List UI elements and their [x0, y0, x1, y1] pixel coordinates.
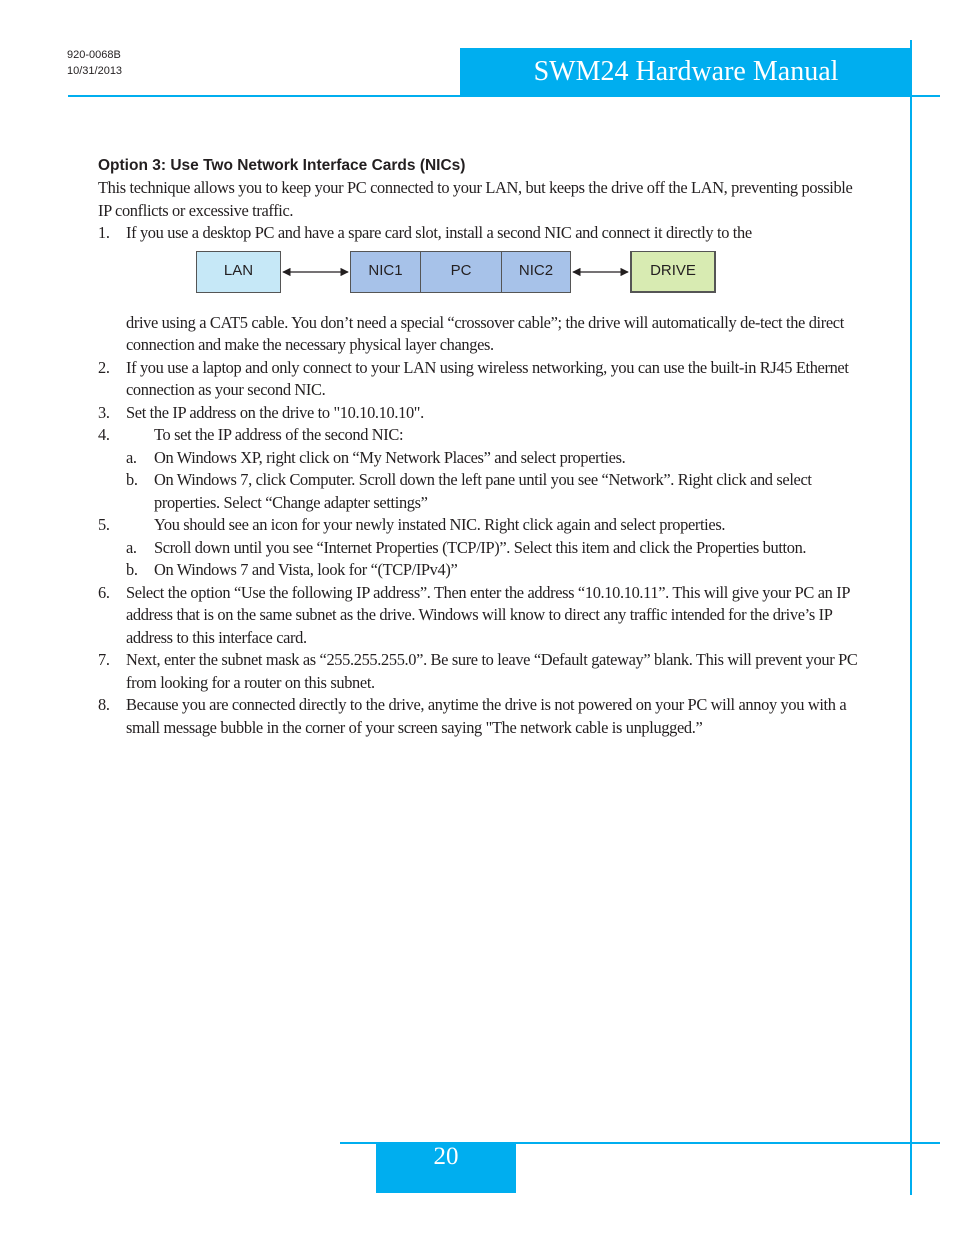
step-text: To set the IP address of the second NIC:	[154, 425, 404, 444]
step-text: Select the option “Use the following IP address”. Then enter the address “10.10.10.11”. This will give your PC an IP address that is on the same subnet as the drive. Windows will know to direct any traffic intended for the drive’s IP address to this interface card.	[126, 582, 850, 647]
step-number: 7.	[98, 650, 110, 669]
drive-box: DRIVE	[630, 251, 716, 293]
step-8	[98, 694, 868, 739]
step-5b	[98, 559, 868, 582]
header-rule	[68, 95, 940, 97]
sub-step-text: On Windows XP, right click on “My Network Places” and select properties.	[154, 447, 626, 467]
sub-step-letter: b.	[126, 560, 138, 579]
step-number: 3.	[98, 402, 110, 422]
sub-step-text: Scroll down until you see “Internet Properties (TCP/IP)”. Select this item and click the Properties button.	[154, 537, 807, 557]
sub-step-text: On Windows 7 and Vista, look for “(TCP/IPv4)”	[154, 560, 458, 579]
lan-box: LAN	[196, 251, 281, 293]
page-number: 20	[376, 1143, 516, 1193]
step-number: 5.	[98, 515, 110, 534]
doc-date: 10/31/2013	[67, 65, 123, 77]
step-number: 1.	[98, 223, 110, 242]
margin-rule	[910, 40, 912, 1195]
step-text: If you use a laptop and only connect to your LAN using wireless networking, you can use the built-in RJ45 Ethernet connection as your second NIC.	[126, 357, 849, 399]
step-text: If you use a desktop PC and have a spare card slot, install a second NIC and connect it directly to the	[126, 223, 752, 242]
step-text: Because you are connected directly to the drive, anytime the drive is not powered on your PC will annoy you with a small message bubble in the corner of your screen saying "The network cable is unplugged.”	[126, 695, 847, 737]
nic1-box: NIC1	[350, 251, 421, 293]
step-5a	[98, 537, 868, 560]
step-text: You should see an icon for your newly instated NIC. Right click again and select properties.	[154, 515, 726, 534]
step-5	[98, 514, 868, 537]
step-number: 6.	[98, 582, 110, 602]
step-number: 4.	[98, 425, 110, 444]
section-heading: Option 3: Use Two Network Interface Cards (NICs)	[98, 157, 466, 174]
step-1-continued: drive using a CAT5 cable. You don’t need a special “crossover cable”; the drive will automatically de-tect the direct connection and make the necessary physical layer changes.	[126, 312, 844, 354]
step-4b	[98, 469, 868, 514]
doc-meta	[67, 47, 122, 79]
step-3	[98, 402, 868, 425]
sub-step-letter: a.	[126, 537, 137, 557]
step-6	[98, 582, 868, 650]
page-content	[98, 155, 868, 739]
step-4	[98, 424, 868, 447]
sub-step-letter: b.	[126, 470, 138, 489]
sub-step-text: On Windows 7, click Computer. Scroll down the left pane until you see “Network”. Right click and select properties. Select “Change adapter settings”	[154, 470, 812, 512]
step-text: Set the IP address on the drive to "10.10.10.10".	[126, 402, 424, 422]
sub-step-letter: a.	[126, 447, 137, 467]
step-1	[98, 222, 868, 245]
doc-number: 920-0068B	[67, 49, 121, 61]
network-diagram	[0, 245, 954, 312]
step-7	[98, 649, 868, 694]
step-text: Next, enter the subnet mask as “255.255.255.0”. Be sure to leave “Default gateway” blank. This will prevent your PC from looking for a router on this subnet.	[126, 650, 858, 692]
nic2-box: NIC2	[501, 251, 571, 293]
step-2	[98, 357, 868, 402]
pc-box: PC	[420, 251, 502, 293]
step-number: 8.	[98, 695, 110, 714]
intro-paragraph: This technique allows you to keep your PC connected to your LAN, but keeps the drive off the LAN, preventing possible IP conflicts or excessive traffic.	[98, 178, 853, 220]
step-number: 2.	[98, 357, 110, 377]
step-4a	[98, 447, 868, 470]
manual-title: SWM24 Hardware Manual	[460, 48, 912, 96]
